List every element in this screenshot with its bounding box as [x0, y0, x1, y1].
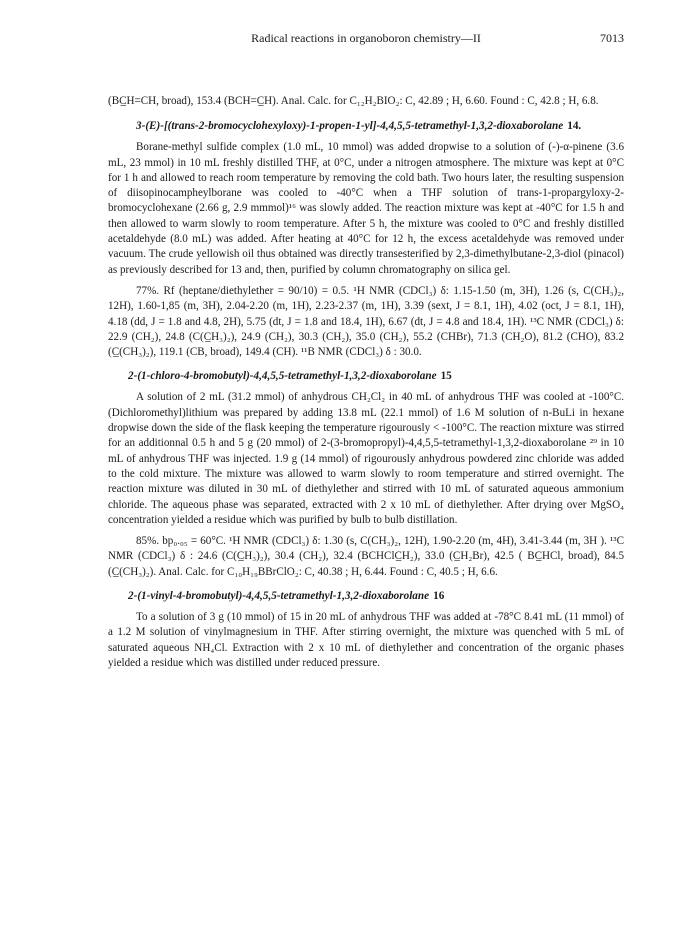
running-title: Radical reactions in organoboron chemistry—II	[251, 31, 481, 45]
body-paragraph: To a solution of 3 g (10 mmol) of 15 in 20 mL of anhydrous THF was added at -78°C 8.41 mL (11 mmol) of a 1.2 M solution of vinylmagnesium in THF. After stirring overnight, the mixture was quenched with 5 mL of saturated aqueous NH₄Cl. Extraction with 2 x 10 mL of diethylether and concentration of the organic phases yielded a residue which was distilled under reduced pressure.	[108, 611, 624, 669]
compound-number: 16	[433, 590, 445, 603]
article-body	[108, 94, 624, 671]
compound-number: 14.	[567, 120, 582, 133]
compound-name: 2-(1-vinyl-4-bromobutyl)-4,4,5,5-tetramethyl-1,3,2-dioxaborolane	[128, 590, 430, 603]
body-paragraph: (BC̲H=CH, broad), 153.4 (BCH=C̲H). Anal. Calc. for C₁₂H₂BIO₂: C, 42.89 ; H, 6.60. Found : C, 42.8 ; H, 6.8.	[108, 95, 599, 107]
body-paragraph: Borane-methyl sulfide complex (1.0 mL, 10 mmol) was added dropwise to a solution of (-)-α-pinene (3.6 mL, 23 mmol) in 10 mL freshly distilled THF, at 0°C, under a nitrogen atmosphere. The mixture was kept at 0°C for 1 h and allowed to reach room temperature by removing the cold bath. Two hours later, the resulting suspension of diisopinocampheylborane was cooled to -40°C when a THF solution of trans-1-propargyloxy-2-bromocyclohexane (2.66 g, 2.9 mmmol)¹⁶ was slowly added. The reaction mixture was kept at -40°C for 1.5 h and then allowed to warm slowly to room temperature. After 5 h, the mixture was cooled to 0°C and freshly distilled acetaldehyde (8.0 mL) was added. After heating at 40°C for 12 h, the excess acetaldehyde was removed under vacuum. The crude yellowish oil thus obtained was directly transesterified by 2,3-dimethylbutane-2,3-diol (pinacol) as previously described for 13 and, then, purified by column chromatography on silica gel.	[108, 141, 624, 276]
compound-name: 2-(1-chloro-4-bromobutyl)-4,4,5,5-tetramethyl-1,3,2-dioxaborolane	[128, 370, 437, 383]
compound-heading	[108, 119, 624, 134]
compound-name: 3-(E)-[(trans-2-bromocyclohexyloxy)-1-propen-1-yl]-4,4,5,5-tetramethyl-1,3,2-dioxaborolane	[136, 120, 564, 133]
compound-number: 15	[440, 370, 452, 383]
body-paragraph: 85%. bp₀.₀₅ = 60°C. ¹H NMR (CDCl₃) δ: 1.30 (s, C(CH₃)₂, 12H), 1.90-2.20 (m, 4H), 3.41-3.44 (m, 3H ). ¹³C NMR (CDCl₃) δ : 24.6 (C(C̲H₃)₂), 30.4 (CH₂), 32.4 (BCHClC̲H₂), 33.0 (C̲H₂Br), 42.5 ( BC̲HCl, broad), 84.5 (C̲(CH₃)₂). Anal. Calc. for C₁₀H₁₉BBrClO₂: C, 40.38 ; H, 6.44. Found : C, 40.5 ; H, 6.6.	[108, 535, 624, 578]
page-number: 7013	[600, 31, 624, 45]
body-paragraph: A solution of 2 mL (31.2 mmol) of anhydrous CH₂Cl₂ in 40 mL of anhydrous THF was cooled at -100°C. (Dichloromethyl)lithium was prepared by adding 13.8 mL (22.1 mmol) of 1.6 M solution of n-BuLi in hexane dropwise down the side of the flask keeping the temperature rigourously < -100°C. The reaction mixture was stirred for an additionnal 0.5 h and 5 g (20 mmol) of 2-(3-bromopropyl)-4,4,5,5-tetramethyl-1,3,2-dioxaborolane ²⁹ in 10 mL of anhydrous THF was injected. 1.9 g (14 mmol) of rigourously anhydrous powdered zinc chloride was added to the cold mixture. The mixture was allowed to warm slowly to room temperature and stirred overnight. The reaction mixture was diluted in 30 mL of diethylether and stirred with 10 mL of saturated aqueous ammonium chloride. The aqueous phase was separated, extracted with 2 x 10 mL of diethylether. After drying over MgSO₄ concentration yielded a residue which was purified by bulb to bulb distillation.	[108, 391, 624, 526]
body-paragraph: 77%. Rf (heptane/diethylether = 90/10) = 0.5. ¹H NMR (CDCl₃) δ: 1.15-1.50 (m, 3H), 1.26 (s, C(CH₃)₂, 12H), 1.60-1,85 (m, 3H), 2.04-2.20 (m, 1H), 2.23-2.37 (m, 1H), 3.39 (sext, J = 8.1, 1H), 4.02 (oct, J = 8.1, 1H), 4.18 (dd, J = 1.8 and 4.8, 2H), 5.75 (dt, J = 1.8 and 18.4, 1H), 6.67 (dt, J = 4.8 and 18.4, 1H). ¹³C NMR (CDCl₃) δ: 22.9 (CH₂), 24.8 (C(C̲H₃)₂), 24.9 (CH₂), 30.3 (CH₂), 35.0 (CH₂), 55.2 (CHBr), 71.3 (CH₂O), 81.2 (CHO), 83.2 (C̲(CH₃)₂), 119.1 (CB, broad), 149.4 (CH). ¹¹B NMR (CDCl₃) δ : 30.0.	[108, 284, 624, 359]
compound-heading	[108, 589, 624, 604]
compound-heading	[108, 369, 624, 384]
